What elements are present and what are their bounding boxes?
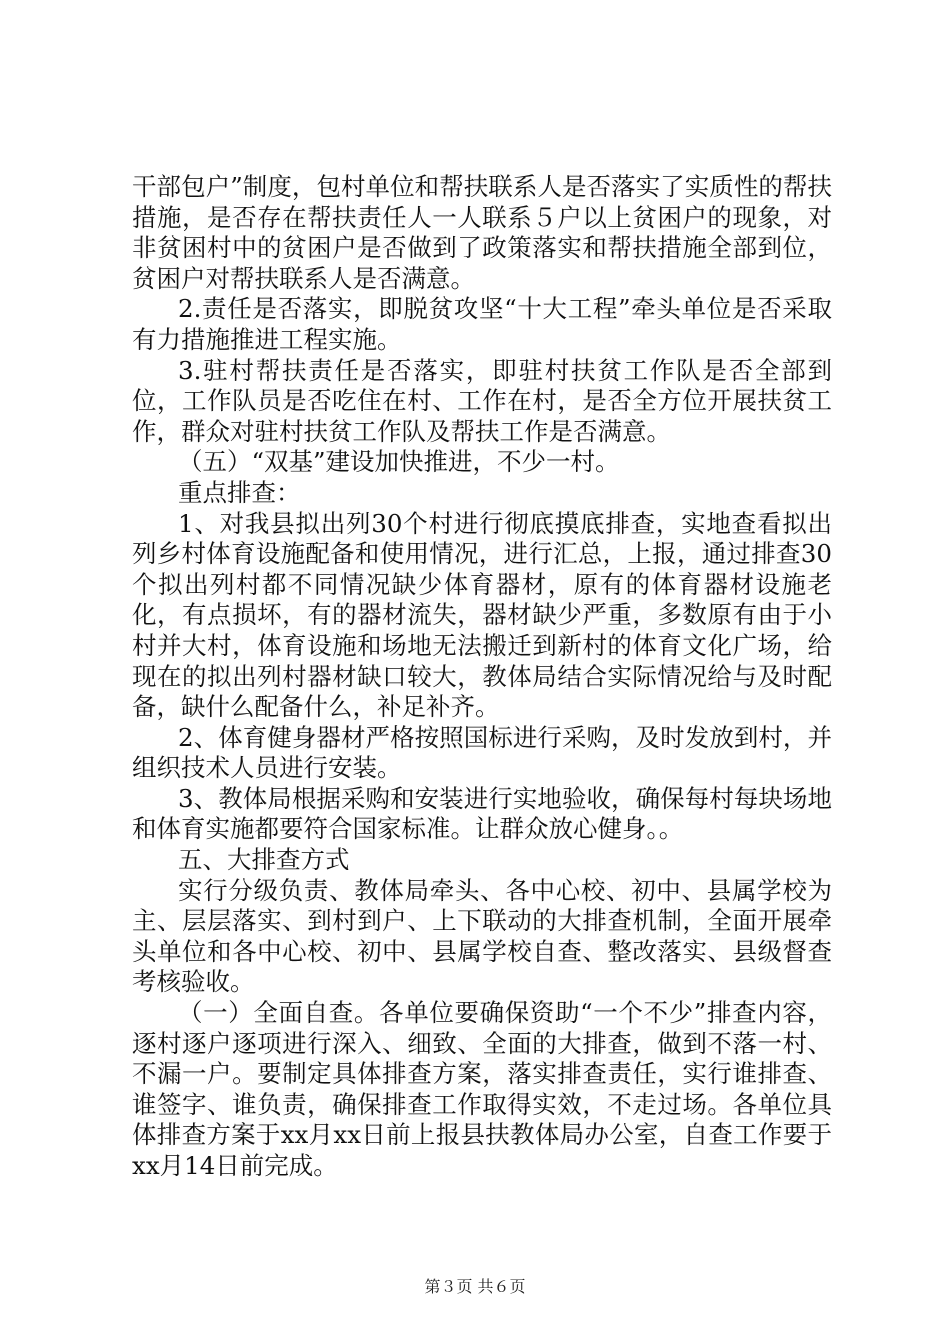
paragraph-method: 实行分级负责、教体局牵头、各中心校、初中、县属学校为主、层层落实、到村到户、上下联动的大排查机制，全面开展牵头单位和各中心校、初中、县属学校自查、整改落实、县级督查考核验收。 [132, 875, 832, 997]
paragraph-check-2: 2、体育健身器材严格按照国标进行采购，及时发放到村，并组织技术人员进行安装。 [132, 722, 832, 783]
paragraph-check-1: 1、对我县拟出列30个村进行彻底摸底排查，实地查看拟出列乡村体育设施配备和使用情况，进行汇总，上报，通过排查30个拟出列村都不同情况缺少体育器材，原有的体育器材设施老化，有点损坏，有的器材流失，器材缺少严重，多数原有由于小村并大村，体育设施和场地无法搬迁到新村的体育文化广场，给现在的拟出列村器材缺口较大，教体局结合实际情况给与及时配备，缺什么配备什么，补足补齐。 [132, 508, 832, 722]
paragraph-check-3: 3、教体局根据采购和安装进行实地验收，确保每村每块场地和体育实施都要符合国家标准。让群众放心健身。。 [132, 783, 832, 844]
section-heading-five: （五）“双基”建设加快推进，不少一村。 [178, 447, 620, 477]
paragraph-self-check: （一）全面自查。各单位要确保资助“一个不少”排查内容，逐村逐户逐项进行深入、细致、全面的大排查，做到不落一村、不漏一户。要制定具体排查方案，落实排查责任，实行谁排查、谁签字、谁负责，确保排查工作取得实效，不走过场。各单位具体排查方案于xx月xx日前上报县扶教体局办公室，自查工作要于xx月14日前完成。 [132, 998, 832, 1180]
paragraph-continuation: 干部包户”制度，包村单位和帮扶联系人是否落实了实质性的帮扶措施，是否存在帮扶责任人一人联系５户以上贫困户的现象，对非贫困村中的贫困户是否做到了政策落实和帮扶措施全部到位，贫困户对帮扶联系人是否满意。 [132, 172, 832, 293]
section-heading-method: 五、大排查方式 [178, 845, 350, 875]
paragraph-item-2: 2.责任是否落实，即脱贫攻坚“十大工程”牵头单位是否采取有力措施推进工程实施。 [132, 294, 832, 354]
page-number-footer: 第３页 共６页 [424, 1277, 526, 1296]
key-check-heading: 重点排查： [178, 477, 301, 507]
paragraph-item-3: 3.驻村帮扶责任是否落实，即驻村扶贫工作队是否全部到位，工作队员是否吃住在村、工作在村，是否全方位开展扶贫工作，群众对驻村扶贫工作队及帮扶工作是否满意。 [132, 355, 832, 446]
document-body [132, 172, 832, 1182]
